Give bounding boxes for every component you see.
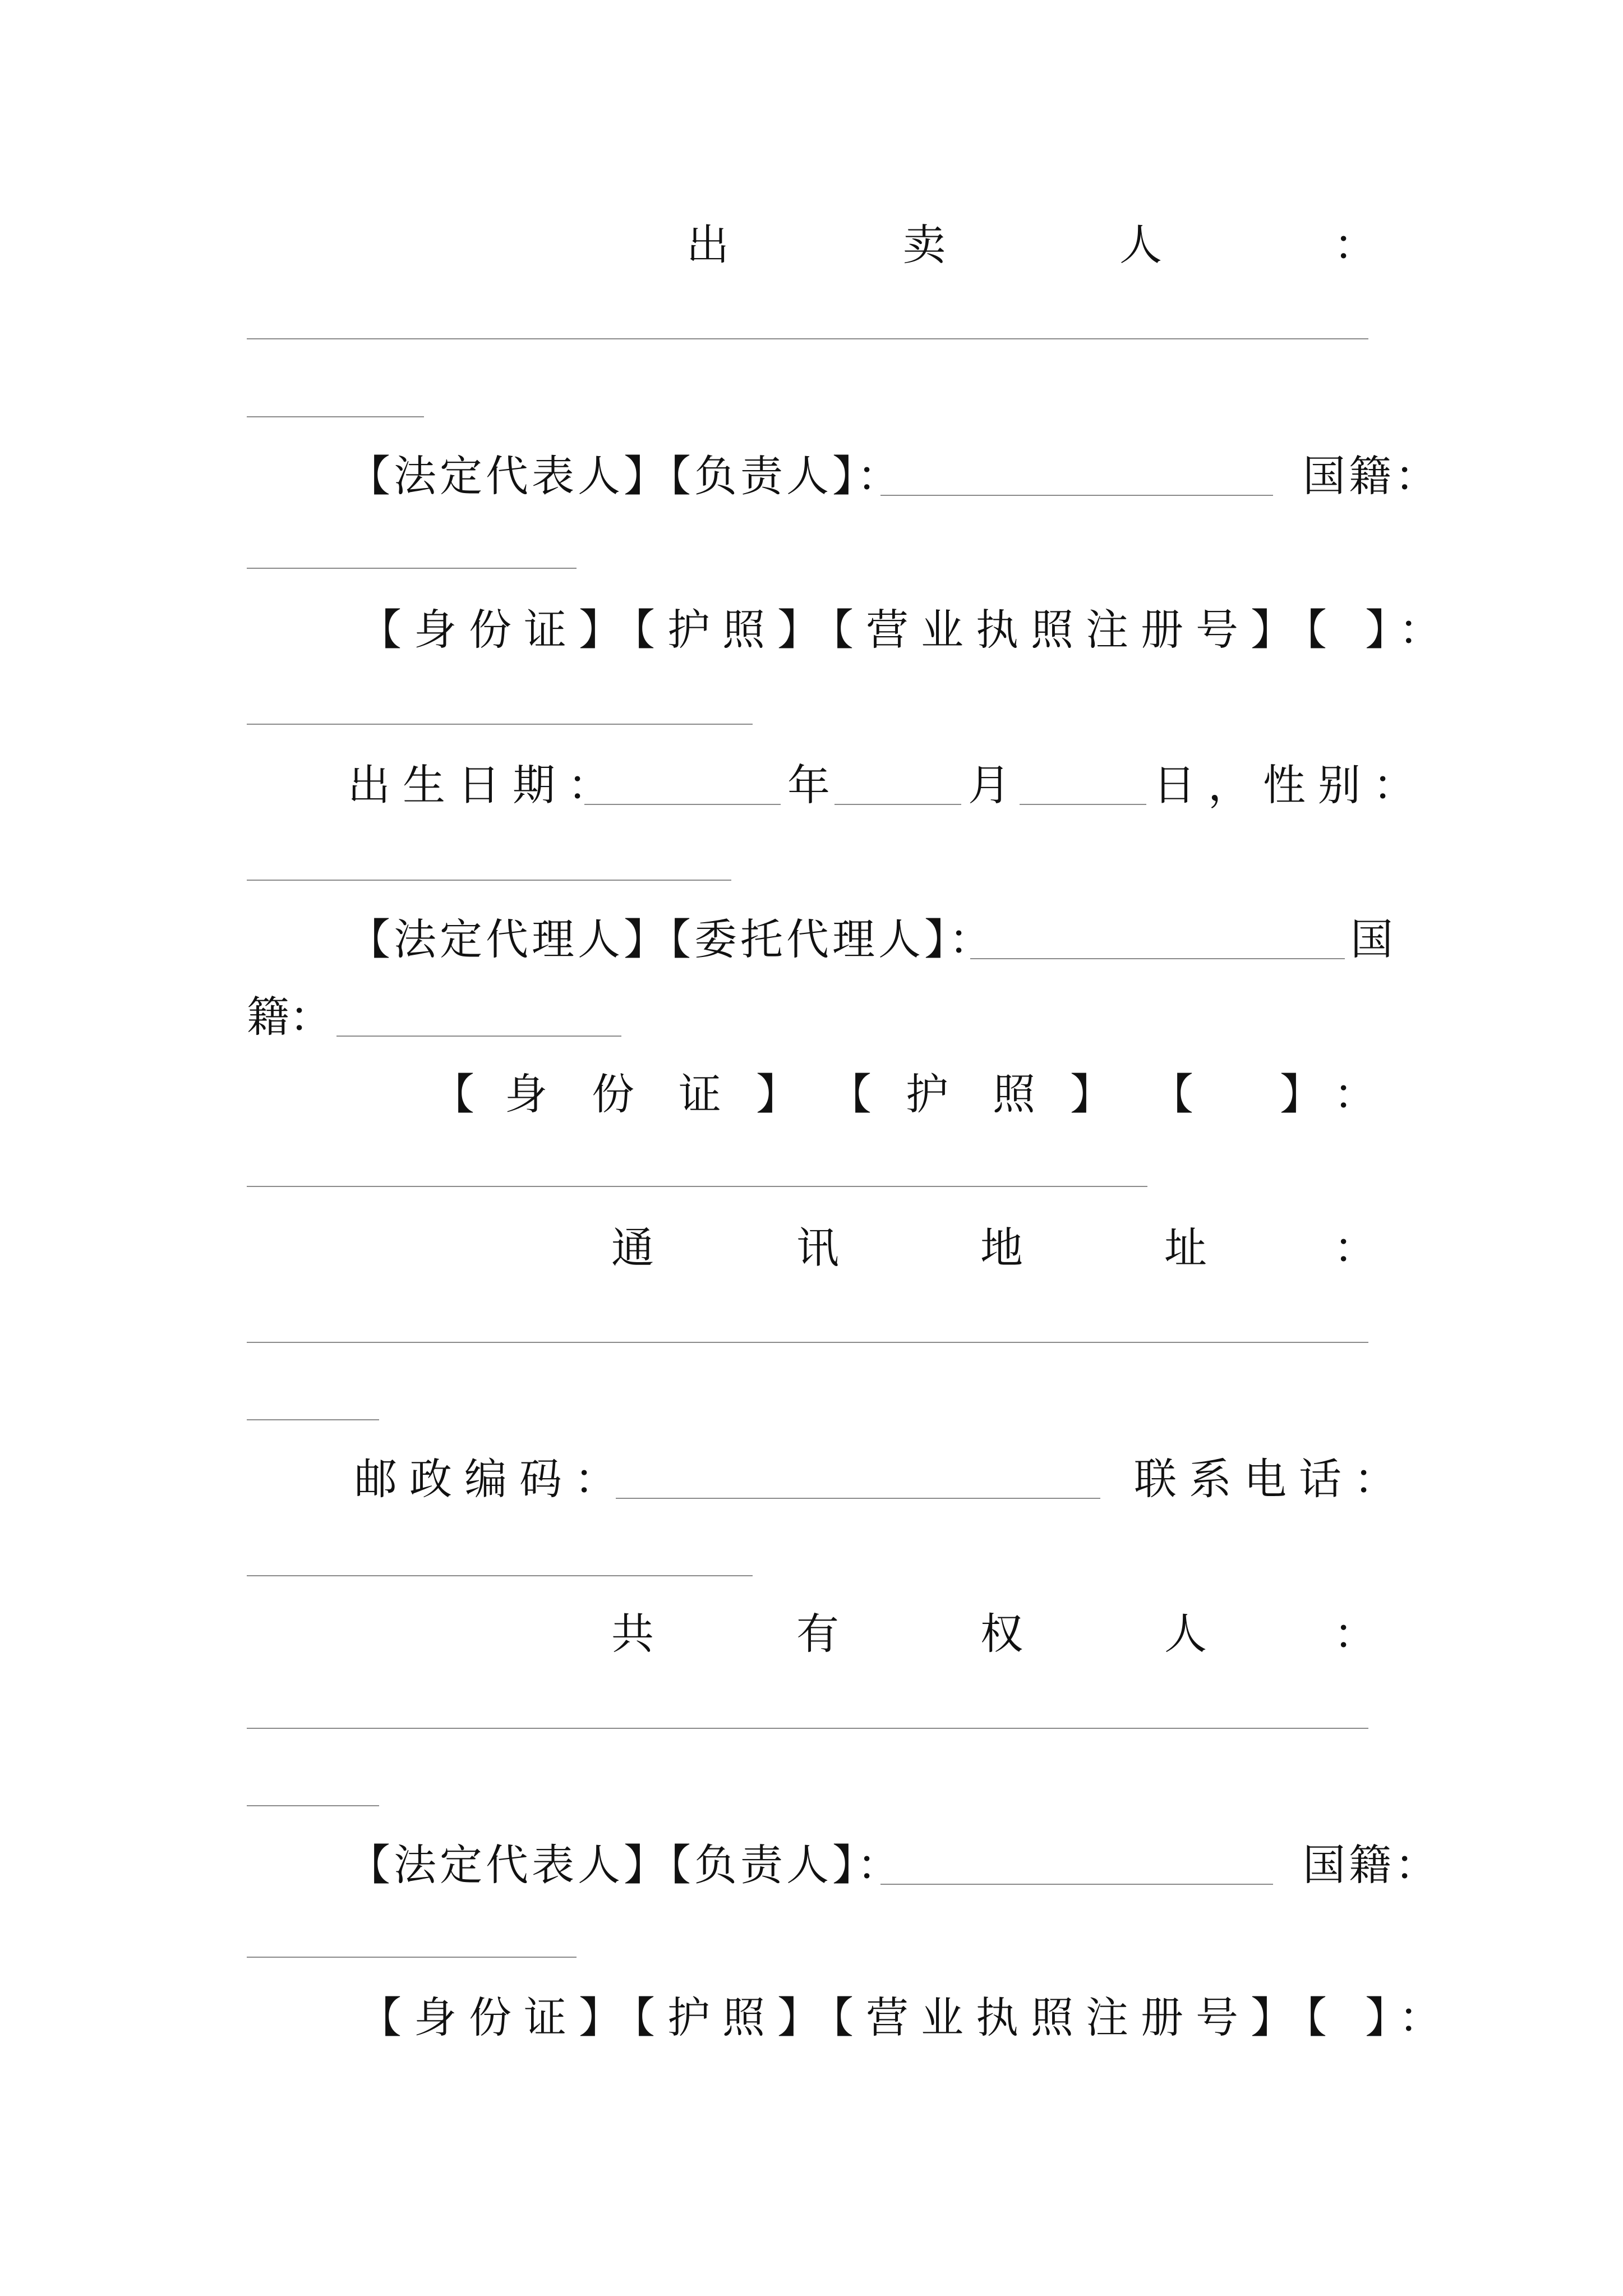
birth-year-blank[interactable] [584,804,781,805]
seller-heading-char: 卖 [903,220,946,270]
co-owner-id-document-label: 【身份证】【护照】【营业执照注册号】【 】： [359,1993,1454,2042]
co-owner-name-blank-line[interactable] [247,1728,1368,1729]
agent-id-char: 证 [679,1069,721,1119]
gender-blank[interactable] [247,880,731,881]
agent-id-bracket: 【 [1151,1069,1193,1119]
co-owner-nationality-label: 国籍： [1303,1840,1441,1890]
id-document-blank[interactable] [247,724,753,725]
nationality-label: 国籍： [1303,451,1441,501]
year-label: 年 [787,760,830,810]
address-heading-char: 址 [1164,1223,1207,1273]
postal-code-label: 邮政编码： [354,1454,629,1504]
birth-day-blank[interactable] [1020,804,1146,805]
address-heading-char: 通 [611,1223,654,1273]
agent-id-char: 身 [505,1069,547,1119]
agent-id-bracket: 】 [1280,1069,1322,1119]
co-owner-heading-colon: ： [1334,1609,1376,1659]
co-owner-name-blank-line-cont[interactable] [247,1805,379,1806]
phone-label: 联系电话： [1134,1454,1409,1504]
nationality-blank[interactable] [247,568,577,569]
legal-rep-label: 【法定代表人】【负责人】： [348,451,903,501]
agent-id-char: 护 [906,1069,948,1119]
agent-id-blank[interactable] [247,1186,1147,1187]
address-blank-line[interactable] [247,1342,1368,1343]
seller-name-blank-line-cont[interactable] [247,416,424,417]
day-gender-label: 日，性别： [1153,760,1428,810]
agent-nationality-label-start: 国 [1350,914,1393,964]
agent-id-bracket: 】 [1070,1069,1113,1119]
agent-id-colon: ： [1334,1069,1376,1119]
address-blank-line-cont[interactable] [247,1419,379,1420]
seller-heading-colon: ： [1334,220,1376,270]
co-owner-nationality-blank[interactable] [247,1957,577,1958]
agent-nationality-label-end: 籍： [247,992,332,1042]
agent-id-char: 照 [993,1069,1035,1119]
agent-label: 【法定代理人】【委托代理人】： [348,914,995,964]
address-heading-char: 地 [980,1223,1023,1273]
co-owner-heading-char: 共 [611,1609,654,1659]
co-owner-heading-char: 权 [980,1609,1023,1659]
address-heading-colon: ： [1334,1223,1376,1273]
birth-month-blank[interactable] [834,804,961,805]
phone-blank[interactable] [247,1575,753,1576]
agent-nationality-blank[interactable] [336,1036,621,1037]
month-label: 月 [968,760,1011,810]
co-owner-legal-rep-label: 【法定代表人】【负责人】： [348,1840,903,1890]
seller-heading-char: 人 [1119,220,1162,270]
agent-id-bracket: 【 [829,1069,872,1119]
postal-code-blank[interactable] [616,1498,1100,1499]
agent-id-char: 份 [592,1069,634,1119]
seller-heading-char: 出 [686,220,729,270]
co-owner-heading-char: 人 [1164,1609,1207,1659]
birth-date-label: 出生日期： [348,760,623,810]
agent-id-bracket: 【 [432,1069,474,1119]
seller-name-blank-line[interactable] [247,338,1368,339]
address-heading-char: 讯 [796,1223,839,1273]
co-owner-heading-char: 有 [796,1609,839,1659]
legal-rep-blank[interactable] [880,495,1273,496]
co-owner-legal-rep-blank[interactable] [880,1884,1273,1885]
agent-id-bracket: 】 [756,1069,799,1119]
id-document-label: 【身份证】【护照】【营业执照注册号】【 】： [359,605,1454,655]
agent-blank[interactable] [970,958,1345,959]
